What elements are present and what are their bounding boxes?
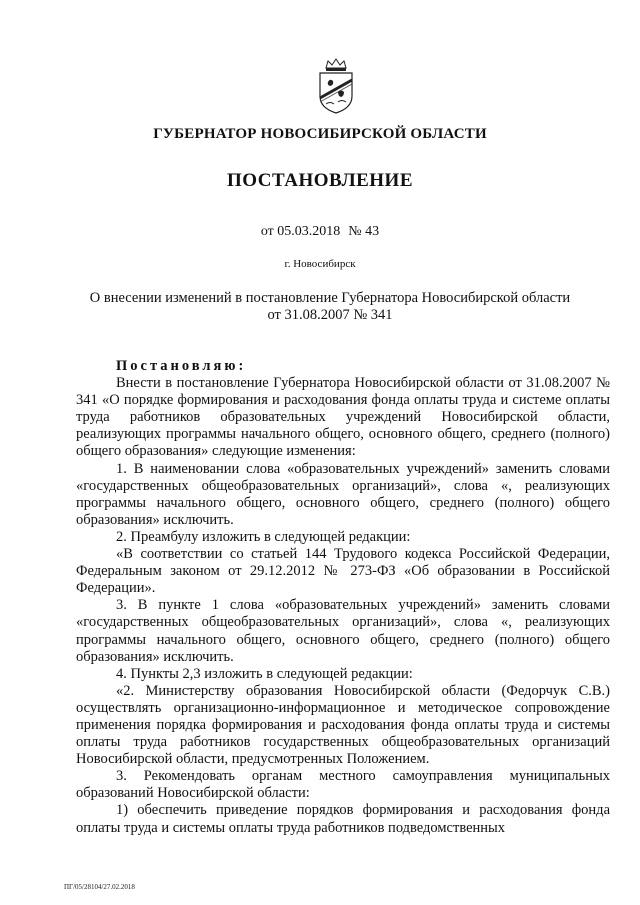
authority-title: ГУБЕРНАТОР НОВОСИБИРСКОЙ ОБЛАСТИ: [153, 126, 487, 142]
document-number: № 43: [348, 224, 380, 239]
document-city: г. Новосибирск: [284, 258, 356, 270]
footer-document-code: ПГ/05/28104/27.02.2018: [64, 883, 135, 891]
document-type: ПОСТАНОВЛЕНИЕ: [226, 170, 414, 191]
body-paragraph: 1. В наименовании слова «образовательных учреждений» заменить словами «государственных общеобразовательных организаций», слова «, реализующих программы начального общего, основного общего, среднего (полного) общего образования» исключить.: [76, 460, 610, 528]
document-date-number: [0, 224, 640, 240]
decree-word: Постановляю:: [116, 358, 247, 374]
body-paragraph: 3. Рекомендовать органам местного самоуправления муниципальных образований Новосибирской области:: [76, 768, 610, 802]
subject-line: от 31.08.2007 № 341: [267, 307, 393, 323]
document-subject: [60, 290, 600, 324]
body-paragraph: 1) обеспечить приведение порядков формирования и расходования фонда оплаты труда и системы оплаты труда работников подведомственных: [76, 802, 610, 836]
body-paragraph: «В соответствии со статьей 144 Трудового кодекса Российской Федерации, Федеральным законом от 29.12.2012 № 273-ФЗ «Об образовании в Российской Федерации».: [76, 546, 610, 597]
document-date: от 05.03.2018: [260, 224, 341, 239]
body-paragraph: 4. Пункты 2,3 изложить в следующей редакции:: [116, 665, 413, 682]
body-paragraph: «2. Министерству образования Новосибирской области (Федорчук С.В.) осуществлять организационно-информационное и методическое сопровождение применения порядка формирования и расходования фонда оплаты труда и системы оплаты труда работников государственных общеобразовательных организаций Новосибирской области, предусмотренных Положением.: [76, 682, 610, 768]
document-body: [76, 358, 610, 837]
coat-of-arms-icon: [316, 58, 356, 114]
body-paragraph: 3. В пункте 1 слова «образовательных учреждений» заменить словами «государственных общеобразовательных организаций», слова «, реализующих программы начального общего, основного общего, среднего (полного) общего образования» исключить.: [76, 597, 610, 665]
subject-line: О внесении изменений в постановление Губернатора Новосибирской области: [89, 290, 571, 306]
body-paragraph: Внести в постановление Губернатора Новосибирской области от 31.08.2007 № 341 «О порядке формирования и расходования фонда оплаты труда и системе оплаты труда работников образовательных учреждений Новосибирской области, реализующих программы начального общего, основного общего, среднего (полного) общего образования» следующие изменения:: [76, 375, 610, 460]
body-paragraph: 2. Преамбулу изложить в следующей редакции:: [116, 528, 411, 545]
